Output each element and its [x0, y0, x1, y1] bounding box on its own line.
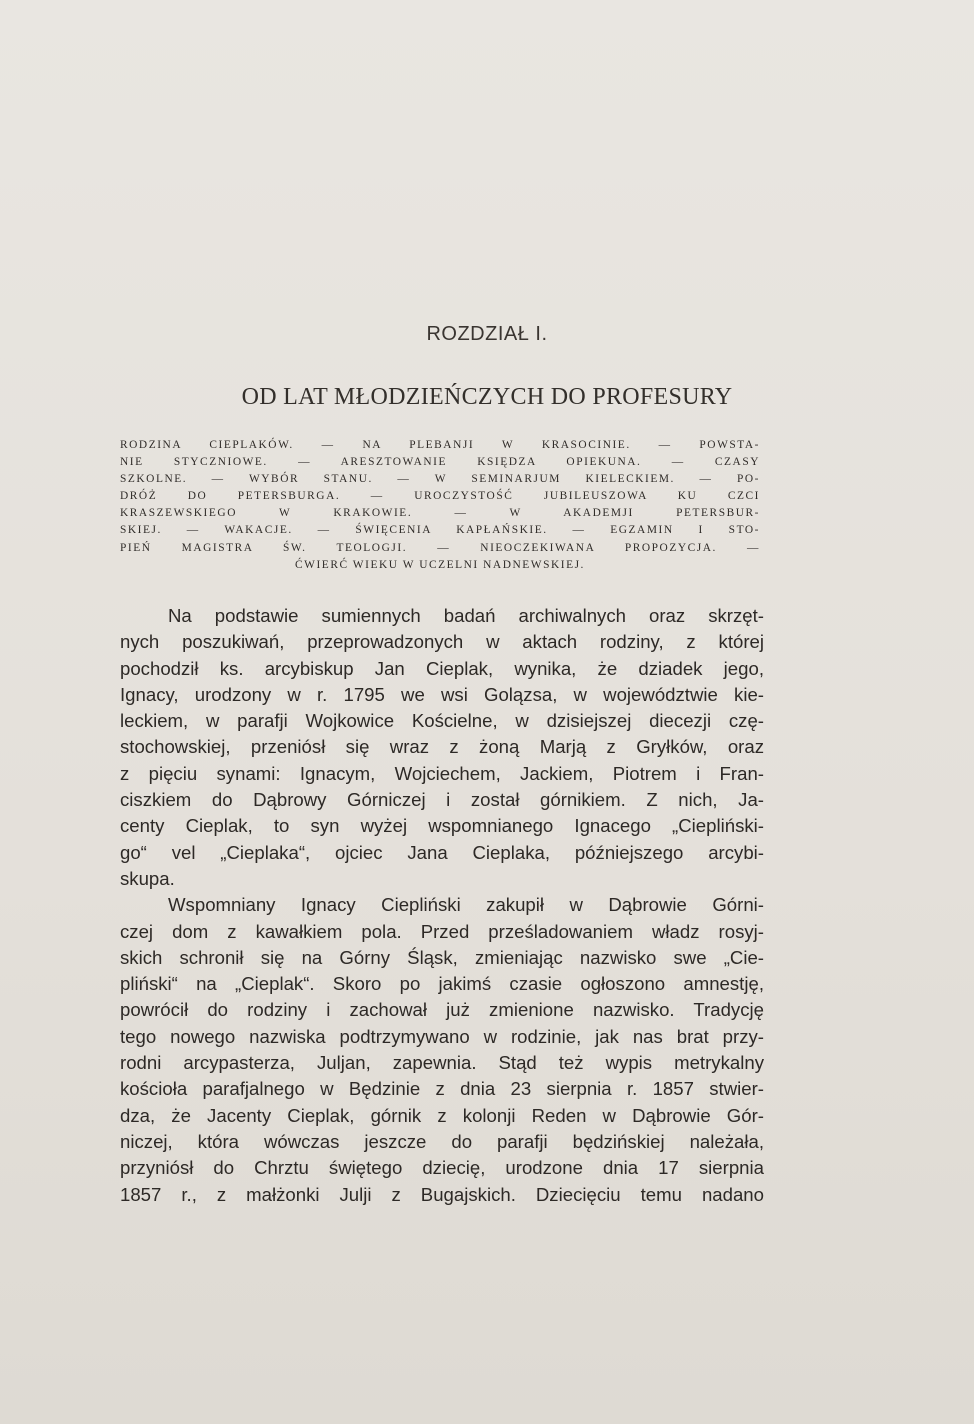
- text-line: pliński“ na „Cieplak“. Skoro po jakimś czasie ogłoszono amnestję,: [120, 973, 764, 995]
- text-line: kościoła parafjalnego w Będzinie z dnia 23 sierpnia r. 1857 stwier-: [120, 1078, 764, 1100]
- text-line: z pięciu synami: Ignacym, Wojciechem, Jackiem, Piotrem i Fran-: [120, 762, 764, 784]
- text-line: Ignacy, urodzony w r. 1795 we wsi Golązsa, w województwie kie-: [120, 683, 764, 705]
- chapter-heading: ROZDZIAŁ I.: [426, 323, 548, 345]
- body-text: [120, 603, 764, 1208]
- chapter-title: OD LAT MŁODZIEŃCZYCH DO PROFESURY: [241, 384, 733, 410]
- text-line: Wspomniany Ignacy Ciepliński zakupił w Dąbrowie Górni-: [168, 894, 764, 916]
- summary-line: PIEŃ MAGISTRA ŚW. TEOLOGJI. — NIEOCZEKIWANA PROPOZYCJA. —: [120, 541, 760, 554]
- text-line: rodni arcypasterza, Juljan, zapewnia. Stąd też wypis metrykalny: [120, 1052, 764, 1074]
- summary-line: DRÓŻ DO PETERSBURGA. — UROCZYSTOŚĆ JUBILEUSZOWA KU CZCI: [120, 490, 760, 503]
- chapter-summary: [120, 437, 760, 574]
- text-line: stochowskiej, przeniósł się wraz z żoną Marją z Gryłków, oraz: [120, 736, 764, 758]
- text-line: ciszkiem do Dąbrowy Górniczej i został górnikiem. Z nich, Ja-: [120, 789, 764, 811]
- summary-line: SZKOLNE. — WYBÓR STANU. — W SEMINARJUM KIELECKIEM. — PO-: [120, 473, 760, 486]
- paragraph-2: [120, 892, 764, 1208]
- text-line: czej dom z kawałkiem pola. Przed prześladowaniem władz rosyj-: [120, 920, 764, 942]
- text-line: go“ vel „Cieplaka“, ojciec Jana Cieplaka, późniejszego arcybi-: [120, 841, 764, 863]
- text-line: Na podstawie sumiennych badań archiwalnych oraz skrzęt-: [168, 605, 764, 626]
- text-line: nych poszukiwań, przeprowadzonych w aktach rodziny, z której: [120, 631, 764, 653]
- summary-line: ĆWIERĆ WIEKU W UCZELNI NADNEWSKIEJ.: [295, 558, 585, 571]
- text-line: skich schronił się na Górny Śląsk, zmieniając nazwisko swe „Cie-: [120, 946, 764, 968]
- text-line: skupa.: [120, 867, 175, 889]
- summary-line: KRASZEWSKIEGO W KRAKOWIE. — W AKADEMJI PETERSBUR-: [120, 507, 760, 520]
- text-line: powrócił do rodziny i zachował już zmienione nazwisko. Tradycję: [120, 999, 764, 1021]
- summary-line: NIE STYCZNIOWE. — ARESZTOWANIE KSIĘDZA OPIEKUNA. — CZASY: [120, 456, 760, 469]
- text-line: dza, że Jacenty Cieplak, górnik z kolonji Reden w Dąbrowie Gór-: [120, 1104, 764, 1126]
- text-line: niczej, która wówczas jeszcze do parafji będzińskiej należała,: [120, 1130, 764, 1152]
- summary-line: SKIEJ. — WAKACJE. — ŚWIĘCENIA KAPŁAŃSKIE. — EGZAMIN I STO-: [120, 524, 760, 537]
- summary-line: RODZINA CIEPLAKÓW. — NA PLEBANJI W KRASOCINIE. — POWSTA-: [120, 439, 760, 451]
- paragraph-1: [120, 603, 764, 892]
- text-line: 1857 r., z małżonki Julji z Bugajskich. Dziecięciu temu nadano: [120, 1183, 764, 1205]
- text-line: tego nowego nazwiska podtrzymywano w rodzinie, jak nas brat przy-: [120, 1025, 764, 1047]
- text-line: leckiem, w parafji Wojkowice Kościelne, w dzisiejszej diecezji czę-: [120, 710, 764, 732]
- text-line: pochodził ks. arcybiskup Jan Cieplak, wynika, że dziadek jego,: [120, 657, 764, 679]
- text-line: centy Cieplak, to syn wyżej wspomnianego Ignacego „Ciepliński-: [120, 815, 764, 837]
- text-line: przyniósł do Chrztu świętego dziecię, urodzone dnia 17 sierpnia: [120, 1157, 764, 1179]
